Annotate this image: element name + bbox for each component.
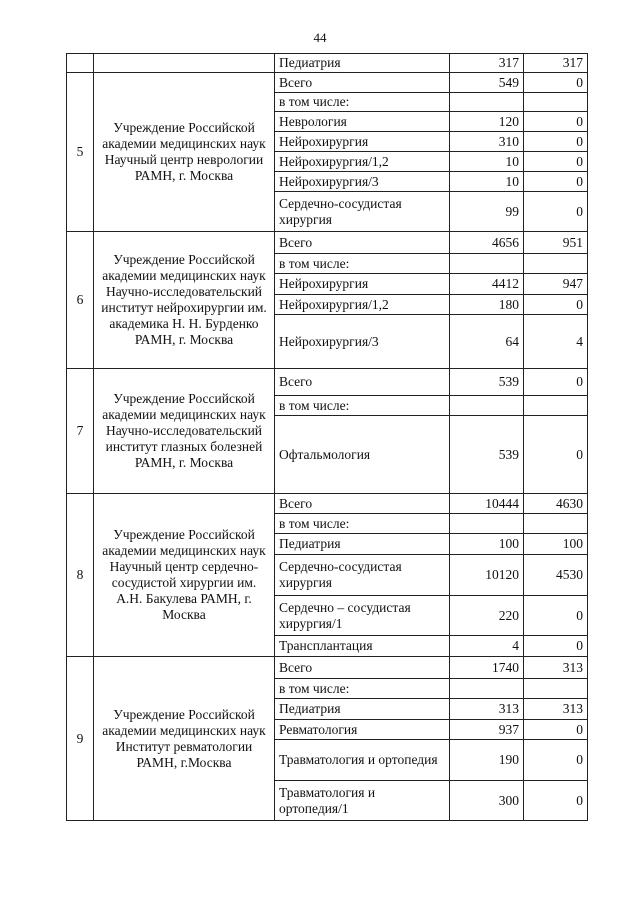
institution-name: Учреждение Российской академии медицинских наук Научный центр сердечно-сосудистой хирургии им. А.Н. Бакулева РАМН, г. Москва	[94, 494, 275, 657]
value-cell: 4630	[524, 494, 588, 514]
value-cell	[524, 254, 588, 274]
value-cell: 100	[524, 534, 588, 555]
profile-cell: Трансплантация	[275, 636, 450, 657]
value-cell: 120	[450, 112, 524, 132]
profile-cell: Неврология	[275, 112, 450, 132]
profile-cell: Нейрохирургия/1,2	[275, 152, 450, 172]
value-cell: 220	[450, 596, 524, 636]
profile-cell: Офтальмология	[275, 416, 450, 494]
row-number: 9	[67, 657, 94, 821]
value-cell: 951	[524, 232, 588, 254]
value-cell	[450, 254, 524, 274]
value-cell	[450, 93, 524, 112]
value-cell	[524, 396, 588, 416]
value-cell: 0	[524, 720, 588, 740]
profile-cell: Нейрохирургия/1,2	[275, 295, 450, 315]
number-cell	[67, 54, 94, 73]
profile-cell: в том числе:	[275, 679, 450, 699]
profile-cell: Всего	[275, 657, 450, 679]
value-cell: 0	[524, 636, 588, 657]
profile-cell: в том числе:	[275, 254, 450, 274]
profile-cell: Нейрохирургия/3	[275, 172, 450, 192]
table-row	[67, 73, 588, 93]
institution-cell	[94, 54, 275, 73]
value-cell: 4	[450, 636, 524, 657]
value-cell: 10	[450, 152, 524, 172]
profile-cell: Нейрохирургия/3	[275, 315, 450, 369]
row-number: 7	[67, 369, 94, 494]
value-cell: 317	[450, 54, 524, 73]
institution-name: Учреждение Российской академии медицинских наук Научно-исследовательский институт нейрохирургии им. академика Н. Н. Бурденко РАМН, г. Москва	[94, 232, 275, 369]
value-cell: 10444	[450, 494, 524, 514]
table-row	[67, 232, 588, 254]
value-cell: 0	[524, 416, 588, 494]
value-cell: 313	[450, 699, 524, 720]
value-cell: 64	[450, 315, 524, 369]
value-cell: 180	[450, 295, 524, 315]
value-cell	[524, 514, 588, 534]
row-number: 5	[67, 73, 94, 232]
profile-cell: Всего	[275, 232, 450, 254]
profile-cell: Травматология и ортопедия	[275, 740, 450, 781]
value-cell: 549	[450, 73, 524, 93]
value-cell: 10	[450, 172, 524, 192]
quota-table	[66, 53, 588, 821]
profile-cell: Нейрохирургия	[275, 132, 450, 152]
value-cell: 0	[524, 295, 588, 315]
value-cell: 190	[450, 740, 524, 781]
value-cell: 539	[450, 416, 524, 494]
value-cell	[524, 93, 588, 112]
value-cell: 0	[524, 369, 588, 396]
value-cell: 317	[524, 54, 588, 73]
value-cell: 0	[524, 73, 588, 93]
value-cell: 0	[524, 152, 588, 172]
profile-cell: Сердечно-сосудистая хирургия	[275, 555, 450, 596]
value-cell: 313	[524, 699, 588, 720]
value-cell: 10120	[450, 555, 524, 596]
value-cell: 1740	[450, 657, 524, 679]
profile-cell: Нейрохирургия	[275, 274, 450, 295]
table-row	[67, 54, 588, 73]
value-cell: 100	[450, 534, 524, 555]
value-cell	[450, 514, 524, 534]
profile-cell: Сердечно-сосудистая хирургия	[275, 192, 450, 232]
profile-cell: в том числе:	[275, 93, 450, 112]
institution-name: Учреждение Российской академии медицинских наук Институт ревматологии РАМН, г.Москва	[94, 657, 275, 821]
value-cell: 4	[524, 315, 588, 369]
profile-cell: Педиатрия	[275, 699, 450, 720]
value-cell: 4412	[450, 274, 524, 295]
profile-cell: Всего	[275, 494, 450, 514]
institution-name: Учреждение Российской академии медицинских наук Научно-исследовательский институт глазных болезней РАМН, г. Москва	[94, 369, 275, 494]
value-cell	[524, 679, 588, 699]
profile-cell: Всего	[275, 73, 450, 93]
profile-cell: Педиатрия	[275, 534, 450, 555]
institution-name: Учреждение Российской академии медицинских наук Научный центр неврологии РАМН, г. Москва	[94, 73, 275, 232]
row-number: 8	[67, 494, 94, 657]
table-row	[67, 494, 588, 514]
value-cell: 937	[450, 720, 524, 740]
value-cell: 947	[524, 274, 588, 295]
profile-cell: в том числе:	[275, 514, 450, 534]
value-cell: 0	[524, 781, 588, 821]
table-row	[67, 369, 588, 396]
profile-cell: Травматология и ортопедия/1	[275, 781, 450, 821]
value-cell: 0	[524, 192, 588, 232]
value-cell: 300	[450, 781, 524, 821]
table-row	[67, 657, 588, 679]
value-cell: 0	[524, 740, 588, 781]
profile-cell: Сердечно – сосудистая хирургия/1	[275, 596, 450, 636]
value-cell	[450, 396, 524, 416]
page-number: 44	[313, 30, 327, 45]
profile-cell: в том числе:	[275, 396, 450, 416]
value-cell: 0	[524, 112, 588, 132]
profile-cell: Ревматология	[275, 720, 450, 740]
value-cell: 4656	[450, 232, 524, 254]
value-cell: 313	[524, 657, 588, 679]
value-cell: 0	[524, 172, 588, 192]
profile-cell: Всего	[275, 369, 450, 396]
value-cell: 310	[450, 132, 524, 152]
value-cell	[450, 679, 524, 699]
value-cell: 539	[450, 369, 524, 396]
value-cell: 0	[524, 596, 588, 636]
value-cell: 0	[524, 132, 588, 152]
profile-cell: Педиатрия	[275, 54, 450, 73]
row-number: 6	[67, 232, 94, 369]
value-cell: 99	[450, 192, 524, 232]
value-cell: 4530	[524, 555, 588, 596]
